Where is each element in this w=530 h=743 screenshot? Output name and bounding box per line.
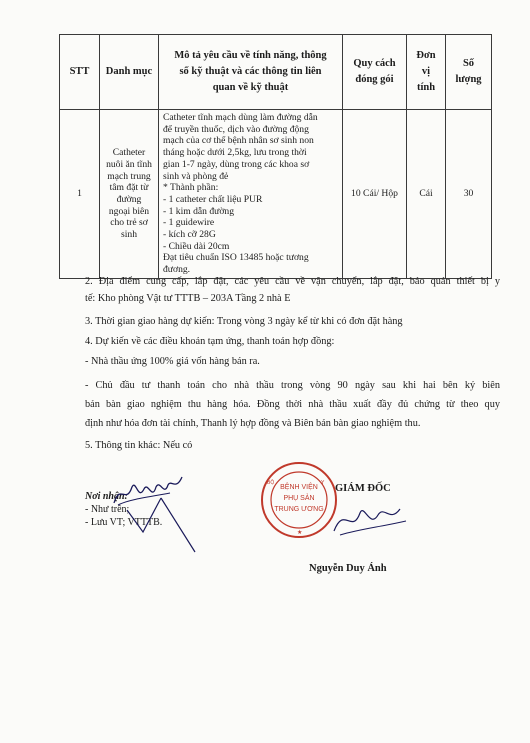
official-seal [259,460,339,540]
danh-muc-line: sinh [121,229,137,241]
header-so-luong-line: Số [462,58,475,69]
svg-text:PHỤ SẢN: PHỤ SẢN [283,495,315,502]
mo-ta-line: mạch của cơ thể bệnh nhân sơ sinh non [163,135,314,147]
header-so-luong-line: lượng [455,74,482,85]
danh-muc-line: ngoại biên [108,205,150,217]
cell-danh-muc [100,110,159,279]
p5: 5. Thông tin khác: Nếu có [85,440,193,451]
p3: 3. Thời gian giao hàng dự kiến: Trong vòng 3 ngày kể từ khi có đơn đặt hàng [85,316,403,327]
mo-ta-line: - 1 guidewire [163,217,215,229]
mo-ta-line: Đạt tiêu chuẩn ISO 13485 hoặc tương [163,252,309,264]
header-danh-muc: Danh mục [100,35,159,110]
mo-ta-line: Catheter tĩnh mạch dùng làm đường dẫn [163,112,318,123]
mo-ta-line: - Chiều dài 20cm [163,240,230,252]
requirements-table [59,34,492,279]
mo-ta-line: - 1 kim dẫn đường [163,205,235,217]
mo-ta-line: - 1 catheter chất liệu PUR [163,193,263,205]
mo-ta-line: tháng hoặc dưới 2,5kg, lưu trong thời [163,147,307,159]
checkmark-signature [125,488,205,558]
p4b-line2: bản bàn giao nghiệm thu hàng hóa. Đồng thời nhà thầu xuất đầy đủ chứng từ theo quy [85,399,500,410]
table-header-row [60,35,492,110]
p2-line2: tế: Kho phòng Vật tư TTTB – 203A Tầng 2 nhà E [85,293,291,304]
header-quy-cach-line: đóng gói [355,74,394,85]
p4b-line3: định như hóa đơn tài chính, Thanh lý hợp đồng và Biên bản bàn giao nghiệm thu. [85,418,421,429]
p4a: - Nhà thầu ứng 100% giá vốn hàng bán ra. [85,356,260,367]
svg-text:BỆNH VIỆN: BỆNH VIỆN [280,484,318,491]
header-quy-cach [343,35,407,110]
header-mo-ta-line: Mô tả yêu cầu về tính năng, thông [174,50,327,61]
danh-muc-line: mạch trung [107,170,151,182]
danh-muc-line: Catheter [112,147,146,159]
danh-muc-line: cho trẻ sơ [110,217,148,229]
danh-muc-line: tâm đặt từ [109,182,149,194]
header-don-vi-line: Đơn [416,50,436,61]
director-title: GIÁM ĐỐC [335,483,391,494]
p2-line1: 2. Địa điểm cung cấp, lắp đặt, các yêu cầu về vận chuyển, lắp đặt, bảo quản thiết bị y [85,276,500,287]
svg-text:Y: Y [321,480,325,486]
svg-text:★: ★ [297,530,303,536]
header-mo-ta-line: quan về kỹ thuật [212,82,289,93]
cell-so-luong: 30 [446,110,492,279]
header-don-vi-line: tính [416,82,436,93]
header-stt: STT [60,35,100,110]
header-don-vi-line: vị [421,66,431,77]
danh-muc-line: đường [116,193,142,205]
recipients-title: Nơi nhận: [85,491,128,502]
mo-ta-line: - kích cỡ 28G [163,229,216,241]
header-mo-ta [159,35,343,110]
recipient-item: - Lưu VT; VTTTB. [85,517,163,528]
header-quy-cach-line: Quy cách [353,58,396,69]
mo-ta-line: gian 1-7 ngày, dùng trong các khoa sơ [163,158,310,170]
director-signature [330,495,410,545]
header-so-luong [446,35,492,110]
signer-name: Nguyễn Duy Ánh [309,563,387,574]
cell-mo-ta [159,110,343,279]
header-don-vi [407,35,446,110]
cell-stt: 1 [60,110,100,279]
mo-ta-line: * Thành phần: [163,182,219,194]
recipient-item: - Như trên; [85,504,130,515]
header-mo-ta-line: số kỹ thuật và các thông tin liên [179,66,322,77]
svg-text:BỘ: BỘ [267,480,275,486]
p4b-line1: - Chủ đầu tư thanh toán cho nhà thầu trong vòng 90 ngày sau khi hai bên ký biên [85,380,500,391]
danh-muc-line: nuôi ăn tĩnh [106,158,152,170]
mo-ta-line: để truyền thuốc, dịch vào đường động [163,123,309,135]
cell-quy-cach: 10 Cái/ Hộp [343,110,407,279]
table-row [60,110,492,279]
svg-text:TRUNG ƯƠNG: TRUNG ƯƠNG [274,506,324,513]
p4: 4. Dự kiến về các điều khoản tạm ứng, thanh toán hợp đồng: [85,336,335,347]
mo-ta-line: đương. [163,264,191,276]
cell-don-vi: Cái [407,110,446,279]
mo-ta-line: sinh và phòng đẻ [163,170,229,182]
